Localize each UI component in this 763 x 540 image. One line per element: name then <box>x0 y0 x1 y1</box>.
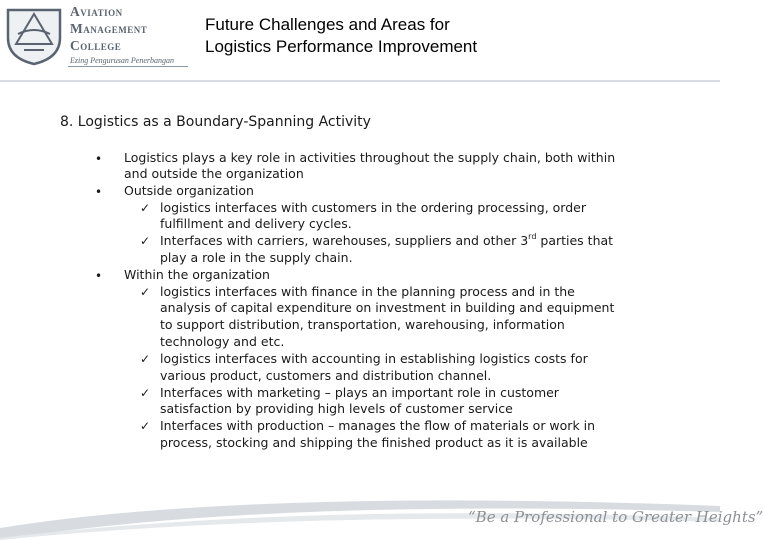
sub-item-6-line-1: Interfaces with production – manages the flow of materials or work in <box>160 418 596 433</box>
logo-tagline: Ezing Pengurusan Penerbangan <box>70 56 174 65</box>
sub-item-1-line-1: logistics interfaces with customers in the ordering processing, order <box>160 200 586 215</box>
bullet-2-text: Outside organization <box>124 183 254 198</box>
slide-title-line-1: Future Challenges and Areas for <box>205 15 450 34</box>
checkmark-icon: ✓ <box>140 201 151 215</box>
sub-item-4-line-2: various product, customers and distribution channel. <box>160 368 492 383</box>
sub-item-2-line-2: play a role in the supply chain. <box>160 250 353 265</box>
college-logo <box>4 2 190 68</box>
sub-item-6-line-2: process, stocking and shipping the finished product as it is available <box>160 435 588 450</box>
bullet-icon: • <box>95 269 103 283</box>
header-divider <box>0 80 720 82</box>
checkmark-icon: ✓ <box>140 352 151 366</box>
slide-title <box>205 14 685 58</box>
sub-item-1-line-2: fulfillment and delivery cycles. <box>160 216 352 231</box>
sub-item-3-line-2: analysis of capital expenditure on investment in building and equipment <box>160 300 615 315</box>
sub-item-2-superscript: rd <box>528 232 537 241</box>
sub-item-2-text-b: parties that <box>536 233 614 248</box>
checkmark-icon: ✓ <box>140 386 151 400</box>
bullet-1-text-line-1: Logistics plays a key role in activities throughout the supply chain, both within <box>124 150 616 165</box>
sub-item-5-line-2: satisfaction by providing high levels of customer service <box>160 401 513 416</box>
sub-item-4-line-1: logistics interfaces with accounting in establishing logistics costs for <box>160 351 588 366</box>
sub-item-2-text-a: Interfaces with carriers, warehouses, suppliers and other 3 <box>160 233 529 248</box>
logo-text-college: College <box>70 38 122 53</box>
checkmark-icon: ✓ <box>140 419 151 433</box>
logo-text-management: Management <box>70 21 148 36</box>
footer-slogan: “Be a Professional to Greater Heights” <box>468 508 763 526</box>
sub-item-3-line-3: to support distribution, transportation, warehousing, information <box>160 317 565 332</box>
slide-title-line-2: Logistics Performance Improvement <box>205 37 478 56</box>
bullet-1-text-line-2: and outside the organization <box>124 166 304 181</box>
sub-item-3-line-1: logistics interfaces with finance in the planning process and in the <box>160 284 575 299</box>
bullet-icon: • <box>95 152 103 166</box>
logo-text-aviation: Aviation <box>70 4 123 19</box>
section-heading: 8. Logistics as a Boundary-Spanning Activity <box>60 114 371 130</box>
bullet-icon: • <box>95 185 103 199</box>
checkmark-icon: ✓ <box>140 234 151 248</box>
logo-emblem-icon <box>4 4 64 66</box>
sub-item-5-line-1: Interfaces with marketing – plays an important role in customer <box>160 385 559 400</box>
sub-item-3-line-4: technology and etc. <box>160 334 285 349</box>
sub-item-2-line-1 <box>160 233 613 249</box>
checkmark-icon: ✓ <box>140 285 151 299</box>
bullet-3-text: Within the organization <box>124 267 270 282</box>
